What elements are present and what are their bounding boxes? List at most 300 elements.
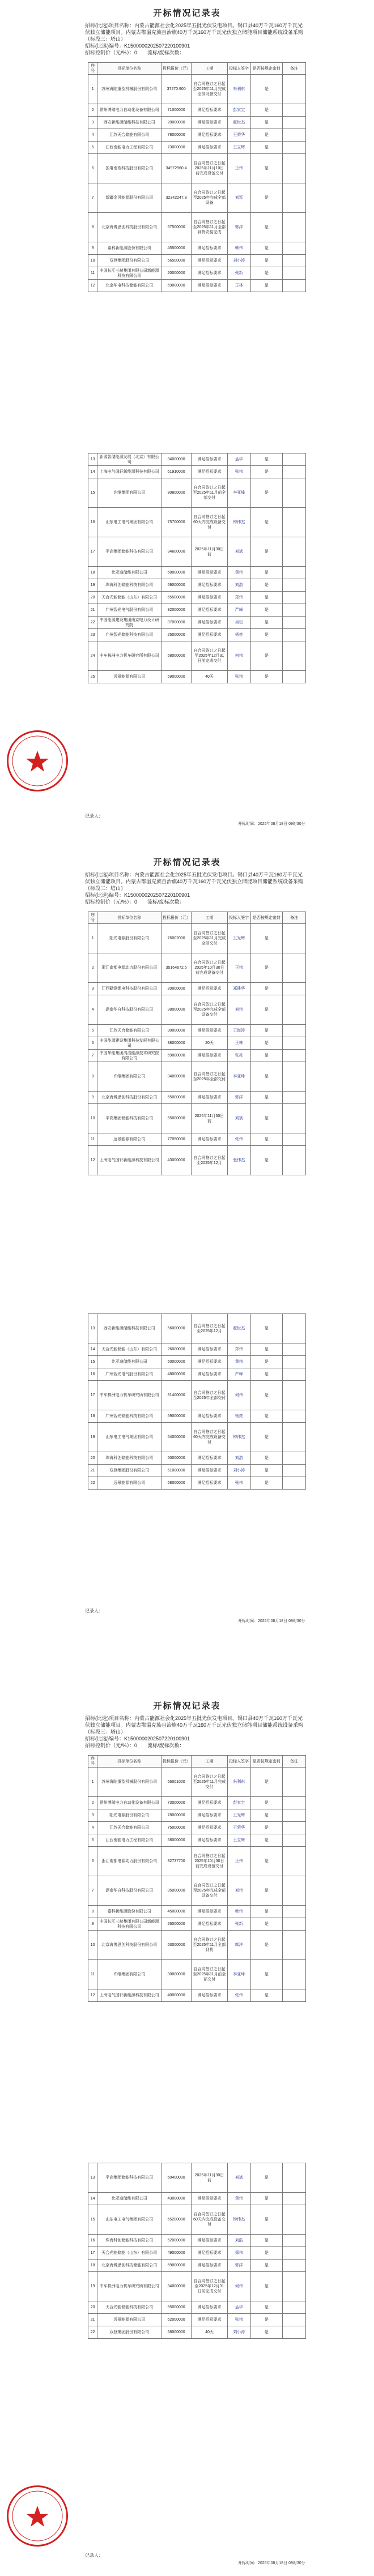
period: 自合同签订之日起至2025年完成全部设备交付 bbox=[192, 995, 227, 1025]
sealed-check: 是 bbox=[250, 2193, 282, 2205]
bid-price: 73000000 bbox=[162, 142, 192, 154]
remark bbox=[282, 953, 305, 983]
table-row bbox=[88, 129, 306, 142]
table-row bbox=[88, 1918, 306, 1931]
row-number: 25 bbox=[88, 671, 97, 683]
row-number: 23 bbox=[88, 629, 97, 641]
bid-price: 26000000 bbox=[162, 1918, 192, 1931]
remark bbox=[282, 2314, 305, 2326]
sealed-check: 是 bbox=[250, 1477, 282, 1490]
signature: 刘斌 bbox=[227, 1104, 250, 1133]
bid-price: 75700000 bbox=[162, 508, 192, 537]
table-header-row bbox=[88, 912, 306, 924]
open-time: 开标时间：2025年08月18日 09时30分 bbox=[238, 1619, 305, 1623]
sealed-check: 是 bbox=[250, 1768, 282, 1797]
sealed-check: 是 bbox=[250, 1423, 282, 1452]
signature: 李亚峰 bbox=[227, 478, 250, 508]
period: 满足招标要求 bbox=[192, 104, 227, 117]
bid-no-line: 招标(比选)编号：K1500000202507220100901 bbox=[85, 892, 190, 898]
sealed-check: 是 bbox=[250, 104, 282, 117]
row-number: 6 bbox=[88, 1037, 97, 1050]
row-number: 13 bbox=[88, 453, 97, 466]
bid-price: 25000000 bbox=[162, 629, 192, 641]
bid-price: 48000000 bbox=[162, 1368, 192, 1381]
sealed-check: 是 bbox=[250, 255, 282, 267]
remark bbox=[282, 1931, 305, 1960]
period: 自合同签订之日起至2025年完成全部设备交付 bbox=[192, 1876, 227, 1906]
bidder-name: 广州智光电气股份有限公司 bbox=[97, 1368, 162, 1381]
bid-price: 56500000 bbox=[162, 255, 192, 267]
project-name-line: 招标(比选)项目名称：内蒙古能源社会化2025年五批光伏发电项目。锡口县40万千瓦160万千瓦光伏独立储能项目。内蒙古鄂温克族自治旗40万千瓦160万千瓦光伏独立储能项目储能系统设备采购（标段三：塔山） bbox=[85, 1715, 304, 1735]
table-row bbox=[88, 2163, 306, 2193]
period: 自合同签订之日起至2025年12月31日前完成交付 bbox=[192, 2272, 227, 2301]
period: 自合同签订之日起至2025年11月前全部交付 bbox=[192, 1960, 227, 1989]
sealed-check: 是 bbox=[250, 1062, 282, 1092]
period: 满足招标要求 bbox=[192, 117, 227, 129]
signature: 刘小涛 bbox=[227, 2326, 250, 2339]
table-row bbox=[88, 2301, 306, 2314]
bidder-name: 平高集团储能科技有限公司 bbox=[97, 537, 162, 567]
signature: 张新 bbox=[227, 1918, 250, 1931]
remark bbox=[282, 924, 305, 953]
bidder-name: 远景能源有限公司 bbox=[97, 1477, 162, 1490]
period: 2025年11月30日前 bbox=[192, 1104, 227, 1133]
table-row bbox=[88, 213, 306, 242]
bidder-name: 新疆金风能源股份有限公司 bbox=[97, 183, 162, 213]
signature: 刘浩 bbox=[227, 1452, 250, 1465]
bidder-name: 常州博瑞电力自动化设备有限公司 bbox=[97, 104, 162, 117]
column-header: 投标报价（元） bbox=[162, 1756, 192, 1768]
column-header: 是否按规定密封 bbox=[250, 63, 282, 75]
bid-price: 37270.900 bbox=[162, 75, 192, 104]
remark bbox=[282, 242, 305, 255]
column-header: 备注 bbox=[282, 912, 305, 924]
sealed-check: 是 bbox=[250, 2314, 282, 2326]
table-row bbox=[88, 466, 306, 478]
table-row bbox=[88, 983, 306, 995]
bidder-name: 山东电工电气集团有限公司 bbox=[97, 1423, 162, 1452]
bid-price: 59000000 bbox=[162, 579, 192, 592]
bid-price: 59000000 bbox=[162, 280, 192, 292]
bid-price: 71000000 bbox=[162, 104, 192, 117]
bidder-name: 中国长江三峡集团有限公司新能源科技有限公司 bbox=[97, 267, 162, 280]
signature: 刘浩 bbox=[227, 2235, 250, 2247]
bid-price: 65500000 bbox=[162, 592, 192, 604]
signature: 郭洋 bbox=[227, 213, 250, 242]
row-number: 1 bbox=[88, 75, 97, 104]
period: 满足招标要求 bbox=[192, 255, 227, 267]
sealed-check: 是 bbox=[250, 2205, 282, 2235]
period: 满足招标要求 bbox=[192, 1797, 227, 1809]
signature: 张伟 bbox=[227, 1989, 250, 2002]
sealed-check: 是 bbox=[250, 2235, 282, 2247]
sealed-check: 是 bbox=[250, 1368, 282, 1381]
remark bbox=[282, 2205, 305, 2235]
signature: 张伟 bbox=[227, 1477, 250, 1490]
bidder-name: 苏州海陆重型机械股份有限公司 bbox=[97, 75, 162, 104]
period: 满足招标要求 bbox=[192, 1465, 227, 1477]
project-name-line: 招标(比选)项目名称：内蒙古能源社会化2025年五批光伏发电项目。锡口县40万千瓦160万千瓦光伏独立储能项目。内蒙古鄂温克族自治旗40万千瓦160万千瓦光伏独立储能项目储能系统设备采购（标段三：塔山） bbox=[85, 23, 304, 42]
signature: 严峰 bbox=[227, 1368, 250, 1381]
period: 满足招标要求 bbox=[192, 579, 227, 592]
sealed-check: 是 bbox=[250, 2326, 282, 2339]
remark bbox=[282, 1989, 305, 2002]
period: 满足招标要求 bbox=[192, 1343, 227, 1356]
sealed-check: 是 bbox=[250, 1025, 282, 1037]
period: 20天 bbox=[192, 1037, 227, 1050]
table-header-row bbox=[88, 1756, 306, 1768]
sealed-check: 是 bbox=[250, 1797, 282, 1809]
column-header: 投标单位名称 bbox=[97, 1756, 162, 1768]
remark bbox=[282, 1025, 305, 1037]
bid-no-line: 招标(比选)编号：K1500000202507220100901 bbox=[85, 43, 190, 49]
row-number: 6 bbox=[88, 1847, 97, 1876]
bidder-name: 珠海科创储能科技有限公司 bbox=[97, 1452, 162, 1465]
bid-price: 56000000 bbox=[162, 1314, 192, 1343]
table-row bbox=[88, 1906, 306, 1918]
table-row bbox=[88, 117, 306, 129]
open-time: 开标时间：2025年08月18日 09时30分 bbox=[238, 822, 305, 826]
table-row bbox=[88, 1847, 306, 1876]
bid-price: 20000000 bbox=[162, 983, 192, 995]
bid-price: 52000000 bbox=[162, 2235, 192, 2247]
period: 满足招标要求 bbox=[192, 1025, 227, 1037]
row-number: 16 bbox=[88, 2235, 97, 2247]
sealed-check: 是 bbox=[250, 213, 282, 242]
sealed-check: 是 bbox=[250, 2163, 282, 2193]
remark bbox=[282, 183, 305, 213]
table-row bbox=[88, 154, 306, 183]
signature: 张亮 bbox=[227, 1050, 250, 1062]
row-number: 16 bbox=[88, 508, 97, 537]
bidder-name: 江苏天合储能有限公司 bbox=[97, 1025, 162, 1037]
table-row bbox=[88, 1050, 306, 1062]
bid-price: 32000000 bbox=[162, 604, 192, 617]
sealed-check: 是 bbox=[250, 1343, 282, 1356]
sealed-check: 是 bbox=[250, 1834, 282, 1847]
sealed-check: 是 bbox=[250, 671, 282, 683]
record-sheet-3 bbox=[0, 1693, 374, 2576]
remark bbox=[282, 537, 305, 567]
remark bbox=[282, 1356, 305, 1368]
remark bbox=[282, 1465, 305, 1477]
row-number: 15 bbox=[88, 2205, 97, 2235]
row-number: 4 bbox=[88, 1822, 97, 1834]
signature: 杨亮 bbox=[227, 1410, 250, 1423]
remark bbox=[282, 2272, 305, 2301]
remark bbox=[282, 1050, 305, 1062]
row-number: 9 bbox=[88, 242, 97, 255]
table-row bbox=[88, 1133, 306, 1146]
remark bbox=[282, 154, 305, 183]
bid-price: 50000000 bbox=[162, 1452, 192, 1465]
bid-price: 59000000 bbox=[162, 671, 192, 683]
table-row bbox=[88, 478, 306, 508]
signature: 郑伟 bbox=[227, 592, 250, 604]
period: 自合同签订之日起至2025年11月完成全部交付 bbox=[192, 924, 227, 953]
table-row bbox=[88, 2205, 306, 2235]
sealed-check: 是 bbox=[250, 924, 282, 953]
period: 满足招标要求 bbox=[192, 567, 227, 579]
bidder-name: 湖南华自科技股份有限公司 bbox=[97, 1876, 162, 1906]
period: 2025年11月30日前 bbox=[192, 537, 227, 567]
bid-price: 55000000 bbox=[162, 1092, 192, 1104]
period: 自合同签订之日起至2025年全部交付 bbox=[192, 1381, 227, 1410]
bidder-name: 天合光能储能（山东）有限公司 bbox=[97, 592, 162, 604]
row-number: 11 bbox=[88, 1133, 97, 1146]
bidder-name: 北京海博思创科技股份有限公司 bbox=[97, 1931, 162, 1960]
table-row bbox=[88, 1797, 306, 1809]
row-number: 1 bbox=[88, 924, 97, 953]
bidder-name: 北京华电科技储能有限公司 bbox=[97, 280, 162, 292]
remark bbox=[282, 280, 305, 292]
bid-no-line: 招标(比选)编号：K1500000202507220100901 bbox=[85, 1736, 190, 1741]
row-number: 24 bbox=[88, 641, 97, 671]
period: 满足招标要求 bbox=[192, 267, 227, 280]
bidder-name: 国电南瑞科技股份有限公司 bbox=[97, 154, 162, 183]
seal-star-icon bbox=[8, 2487, 66, 2545]
sealed-check: 是 bbox=[250, 2260, 282, 2272]
table-row bbox=[88, 453, 306, 466]
recorder-label: 记录人： bbox=[85, 1608, 103, 1614]
table-row bbox=[88, 1025, 306, 1037]
sealed-check: 是 bbox=[250, 508, 282, 537]
bid-price: 20000000 bbox=[162, 117, 192, 129]
remark bbox=[282, 1918, 305, 1931]
period: 自合同签订之日起2025年10月30日前完成设备交付 bbox=[192, 953, 227, 983]
sealed-check: 是 bbox=[250, 1314, 282, 1343]
sealed-check: 是 bbox=[250, 604, 282, 617]
remark bbox=[282, 1960, 305, 1989]
table-header-row bbox=[88, 63, 306, 75]
column-header: 工期 bbox=[192, 912, 227, 924]
remark bbox=[282, 104, 305, 117]
bid-price: 38000000 bbox=[162, 1037, 192, 1050]
bid-price: 57500000 bbox=[162, 213, 192, 242]
remark bbox=[282, 604, 305, 617]
sheet-title: 开标情况记录表 bbox=[153, 858, 221, 867]
remark bbox=[282, 117, 305, 129]
project-name-line: 招标(比选)项目名称：内蒙古能源社会化2025年五批光伏发电项目。锡口县40万千瓦160万千瓦光伏独立储能项目。内蒙古鄂温克族自治旗40万千瓦160万千瓦光伏独立储能项目储能系统设备采购（标段三：塔山） bbox=[85, 872, 304, 891]
column-header: 工期 bbox=[192, 63, 227, 75]
table-row bbox=[88, 1368, 306, 1381]
remark bbox=[282, 1452, 305, 1465]
bidder-name: 阳光电源股份有限公司 bbox=[97, 924, 162, 953]
bidder-name: 天合光能储能（山东）有限公司 bbox=[97, 2247, 162, 2260]
table-row bbox=[88, 2247, 306, 2260]
period: 自合同签订之日起至2025年12月 bbox=[192, 1146, 227, 1175]
remark bbox=[282, 1847, 305, 1876]
sealed-check: 是 bbox=[250, 1876, 282, 1906]
remark bbox=[282, 2193, 305, 2205]
remark bbox=[282, 1368, 305, 1381]
signature: 张伟 bbox=[227, 671, 250, 683]
row-number: 2 bbox=[88, 953, 97, 983]
record-sheet-2 bbox=[0, 849, 374, 1684]
sealed-check: 是 bbox=[250, 537, 282, 567]
remark bbox=[282, 1410, 305, 1423]
signature: 何伟 bbox=[227, 641, 250, 671]
remark bbox=[282, 75, 305, 104]
bidder-name: 中车株洲电力机车研究所有限公司 bbox=[97, 1381, 162, 1410]
period: 满足招标要求 bbox=[192, 1989, 227, 2002]
row-number: 3 bbox=[88, 983, 97, 995]
remark bbox=[282, 1797, 305, 1809]
row-number: 20 bbox=[88, 1452, 97, 1465]
bidder-name: 浙江南都电源动力股份有限公司 bbox=[97, 1847, 162, 1876]
table-row bbox=[88, 1092, 306, 1104]
row-number: 6 bbox=[88, 154, 97, 183]
bid-price: 43000000 bbox=[162, 1146, 192, 1175]
table-row bbox=[88, 617, 306, 629]
bidder-name: 上海电气国轩新能源科技有限公司 bbox=[97, 1989, 162, 2002]
bid-price: 78000000 bbox=[162, 1809, 192, 1822]
row-number: 15 bbox=[88, 478, 97, 508]
signature: 李亚峰 bbox=[227, 1960, 250, 1989]
row-number: 13 bbox=[88, 2163, 97, 2193]
period: 满足招标要求 bbox=[192, 1368, 227, 1381]
period: 满足招标要求 bbox=[192, 1906, 227, 1918]
remark bbox=[282, 671, 305, 683]
bid-table bbox=[88, 912, 306, 1175]
signature: 王林 bbox=[227, 1037, 250, 1050]
bid-price: 35000000 bbox=[162, 1876, 192, 1906]
bid-price: 59000000 bbox=[162, 1410, 192, 1423]
row-number: 15 bbox=[88, 1356, 97, 1368]
table-row bbox=[88, 2272, 306, 2301]
row-number: 4 bbox=[88, 995, 97, 1025]
period: 自合同签订之日起至2025年完成全部设备 bbox=[192, 183, 227, 213]
sealed-check: 是 bbox=[250, 267, 282, 280]
table-row bbox=[88, 592, 306, 604]
column-header: 序号 bbox=[88, 1756, 97, 1768]
remark bbox=[282, 629, 305, 641]
row-number: 18 bbox=[88, 567, 97, 579]
table-row bbox=[88, 1931, 306, 1960]
sealed-check: 是 bbox=[250, 154, 282, 183]
seal-star-icon bbox=[8, 732, 66, 790]
bid-price: 56001000 bbox=[162, 1768, 192, 1797]
bid-price: 20000000 bbox=[162, 267, 192, 280]
bid-price: 78000000 bbox=[162, 129, 192, 142]
bidder-name: 江苏天合储能有限公司 bbox=[97, 129, 162, 142]
sealed-check: 是 bbox=[250, 629, 282, 641]
row-number: 20 bbox=[88, 2301, 97, 2314]
row-number: 19 bbox=[88, 1423, 97, 1452]
sealed-check: 是 bbox=[250, 142, 282, 154]
table-row bbox=[88, 1343, 306, 1356]
table-row bbox=[88, 1809, 306, 1822]
row-number: 22 bbox=[88, 617, 97, 629]
remark bbox=[282, 1809, 305, 1822]
bid-price: 58000000 bbox=[162, 2326, 192, 2339]
remark bbox=[282, 1133, 305, 1146]
bidder-name: 江苏天合储能有限公司 bbox=[97, 1822, 162, 1834]
row-number: 17 bbox=[88, 537, 97, 567]
column-header: 工期 bbox=[192, 1756, 227, 1768]
recorder-label: 记录人： bbox=[85, 2553, 103, 2558]
signature: 彭家宝 bbox=[227, 104, 250, 117]
period: 自合同签订之日起至2025年11月全部到货 bbox=[192, 1931, 227, 1960]
sealed-check: 是 bbox=[250, 75, 282, 104]
remark bbox=[282, 255, 305, 267]
period: 满足招标要求 bbox=[192, 1918, 227, 1931]
signature: 王海涛 bbox=[227, 1025, 250, 1037]
remark bbox=[282, 579, 305, 592]
sealed-check: 是 bbox=[250, 1960, 282, 1989]
remark bbox=[282, 2260, 305, 2272]
row-number: 11 bbox=[88, 267, 97, 280]
signature: 张新 bbox=[227, 267, 250, 280]
row-number: 5 bbox=[88, 142, 97, 154]
signature: 严峰 bbox=[227, 604, 250, 617]
bid-table-continued bbox=[88, 453, 306, 683]
sealed-check: 是 bbox=[250, 592, 282, 604]
table-row bbox=[88, 255, 306, 267]
period: 满足招标要求 bbox=[192, 2301, 227, 2314]
table-row bbox=[88, 1104, 306, 1133]
row-number: 12 bbox=[88, 1989, 97, 2002]
period: 2025年11月30日前 bbox=[192, 2163, 227, 2193]
remark bbox=[282, 2301, 305, 2314]
row-number: 21 bbox=[88, 604, 97, 617]
row-number: 1 bbox=[88, 1768, 97, 1797]
remark bbox=[282, 1104, 305, 1133]
sealed-check: 是 bbox=[250, 1465, 282, 1477]
bidder-name: 上海电气国轩新能源科技有限公司 bbox=[97, 466, 162, 478]
row-number: 16 bbox=[88, 1368, 97, 1381]
signature: 王荣华 bbox=[227, 129, 250, 142]
bid-price: 35164672.5 bbox=[162, 953, 192, 983]
bid-price: 77050000 bbox=[162, 1133, 192, 1146]
remark bbox=[282, 2163, 305, 2193]
bid-price: 62000000 bbox=[162, 2314, 192, 2326]
remark bbox=[282, 1477, 305, 1490]
sheet-title: 开标情况记录表 bbox=[153, 8, 221, 18]
table-row bbox=[88, 2193, 306, 2205]
row-number: 17 bbox=[88, 1381, 97, 1410]
table-row bbox=[88, 267, 306, 280]
sealed-check: 是 bbox=[250, 1906, 282, 1918]
period: 自合同签订之日起60天内完成设备交付 bbox=[192, 1423, 227, 1452]
table-row bbox=[88, 924, 306, 953]
bid-table-continued bbox=[88, 1313, 306, 1490]
period: 满足招标要求 bbox=[192, 466, 227, 478]
table-row bbox=[88, 1037, 306, 1050]
signature: 刘小涛 bbox=[227, 255, 250, 267]
signature: 朱利东 bbox=[227, 1768, 250, 1797]
remark bbox=[282, 1768, 305, 1797]
bidder-name: 山东电工电气集团有限公司 bbox=[97, 508, 162, 537]
sealed-check: 是 bbox=[250, 1356, 282, 1368]
column-header: 备注 bbox=[282, 1756, 305, 1768]
period: 满足招标要求 bbox=[192, 2235, 227, 2247]
bidder-name: 上海电气国轩新能源科技有限公司 bbox=[97, 1146, 162, 1175]
bid-price: 76002000 bbox=[162, 924, 192, 953]
row-number: 8 bbox=[88, 213, 97, 242]
bid-price: 55000000 bbox=[162, 2301, 192, 2314]
bid-price: 32342247.9 bbox=[162, 183, 192, 213]
signature: 张伟 bbox=[227, 466, 250, 478]
bid-price: 49000000 bbox=[162, 2247, 192, 2260]
sealed-check: 是 bbox=[250, 280, 282, 292]
row-number: 14 bbox=[88, 466, 97, 478]
bidder-name: 远景能源有限公司 bbox=[97, 2314, 162, 2326]
sealed-check: 是 bbox=[250, 129, 282, 142]
sealed-check: 是 bbox=[250, 579, 282, 592]
period: 满足招标要求 bbox=[192, 1050, 227, 1062]
row-number: 10 bbox=[88, 1931, 97, 1960]
